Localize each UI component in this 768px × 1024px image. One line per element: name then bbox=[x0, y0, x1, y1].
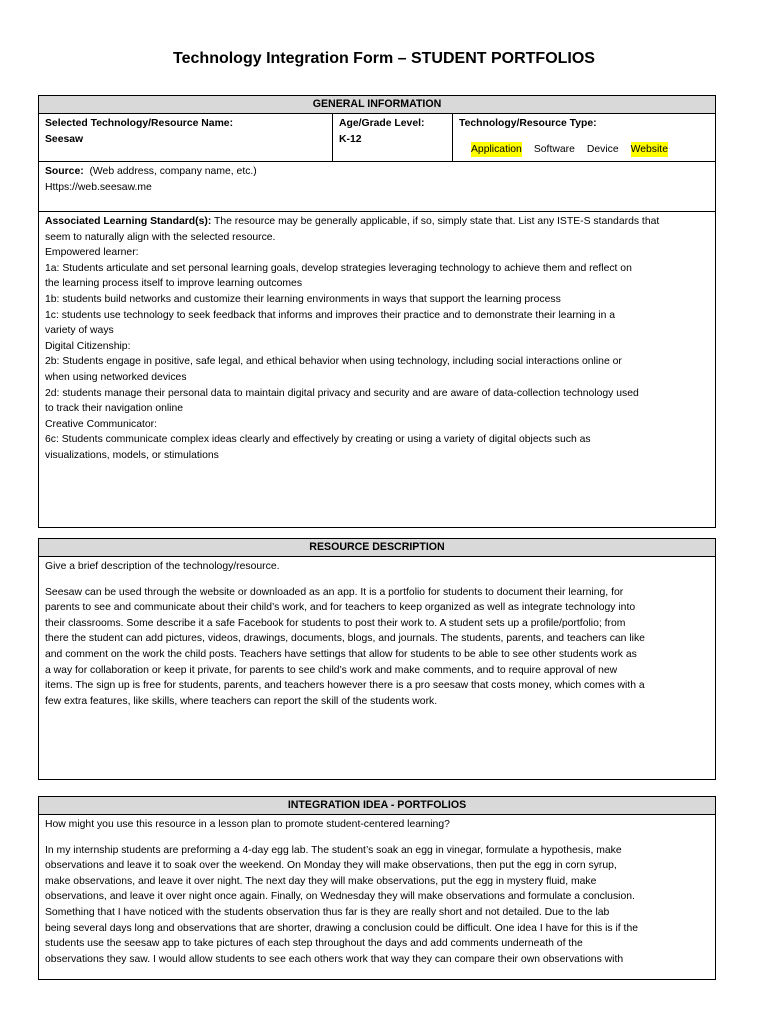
resource-prompt: Give a brief description of the technology/resource. bbox=[45, 561, 280, 572]
integration-line: In my internship students are preforming a 4-day egg lab. The student’s soak an egg in vinegar, formulate a hypothesis, make bbox=[45, 844, 622, 856]
standards-line: 1a: Students articulate and set personal learning goals, develop strategies leveraging technology to achieve them and reflect on bbox=[45, 262, 632, 274]
resource-line: their classrooms. Some describe it a safe Facebook for students to post their work to. A student sets up a profile/portfolio; from bbox=[45, 617, 626, 629]
resource-line: there the student can add pictures, videos, drawings, documents, blogs, and journals. The students, parents, and teachers can like bbox=[45, 633, 645, 645]
integration-line: observations and leave it to soak over the weekend. On Monday they will make observations, then put the egg in corn syrup, bbox=[45, 860, 617, 872]
standards-line: when using networked devices bbox=[45, 371, 187, 383]
standards-line: 2b: Students engage in positive, safe legal, and ethical behavior when using technology, including social interactions online or bbox=[45, 356, 622, 368]
resource-description-section bbox=[38, 538, 716, 780]
standards-label: Associated Learning Standard(s): bbox=[45, 216, 212, 227]
general-info-top-row bbox=[39, 114, 715, 162]
standards-line: Creative Communicator: bbox=[45, 418, 158, 430]
resource-line: items. The sign up is free for students, parents, and teachers however there is a pro seesaw that costs money, which comes with a bbox=[45, 680, 645, 692]
resource-name-value: Seesaw bbox=[45, 133, 84, 145]
integration-prompt: How might you use this resource in a lesson plan to promote student-centered learning? bbox=[45, 819, 450, 830]
source-hint: (Web address, company name, etc.) bbox=[89, 166, 257, 177]
type-option-website: Website bbox=[631, 142, 668, 158]
standards-line: Digital Citizenship: bbox=[45, 340, 131, 352]
standards-line: variety of ways bbox=[45, 325, 114, 337]
integration-idea-header: INTEGRATION IDEA - PORTFOLIOS bbox=[39, 797, 715, 815]
source-row bbox=[39, 162, 715, 212]
source-line bbox=[45, 164, 709, 180]
integration-line: being several days long and observations that are shorter, drawing a conclusion could be difficult. One idea I have for this is if the bbox=[45, 922, 639, 934]
integration-line: observations, and leave it over night once again. Finally, on Wednesday they will make observations and formulate a conclusion. bbox=[45, 891, 635, 903]
standards-intro-2: seem to naturally align with the selected resource. bbox=[45, 231, 276, 243]
standards-line: 1b: students build networks and customize their learning environments in ways that support the learning process bbox=[45, 293, 561, 305]
general-information-section bbox=[38, 95, 716, 528]
integration-line: observations they saw. I would allow students to see each others work that way they can compare their own observations with bbox=[45, 953, 624, 965]
standards-intro-line bbox=[45, 214, 709, 230]
resource-type-cell bbox=[453, 114, 715, 161]
resource-line: and comment on the work the child posts. Teachers have settings that allow for students to be able to see other students work as bbox=[45, 648, 637, 660]
integration-idea-section bbox=[38, 796, 716, 980]
type-option-application: Application bbox=[471, 142, 522, 158]
standards-line: 6c: Students communicate complex ideas clearly and effectively by creating or using a variety of digital objects such as bbox=[45, 434, 591, 446]
standards-block bbox=[39, 212, 715, 466]
type-option-software: Software bbox=[533, 143, 575, 155]
integration-line: Something that I have noticed with the students observation thus far is they are really short and not detailed. Due to the lab bbox=[45, 906, 610, 918]
source-value: Https://web.seesaw.me bbox=[45, 181, 152, 193]
resource-type-label: Technology/Resource Type: bbox=[459, 118, 597, 129]
resource-name-cell bbox=[39, 114, 333, 161]
resource-description-header: RESOURCE DESCRIPTION bbox=[39, 539, 715, 557]
integration-line: students use the seesaw app to take pictures of each step throughout the days and add comments underneath of the bbox=[45, 938, 583, 950]
resource-line: parents to see and communicate about their child’s work, and for teachers to keep organized as well as integrate technology into bbox=[45, 602, 636, 614]
source-label: Source: bbox=[45, 166, 84, 177]
resource-line: a way for collaboration or keep it private, for parents to see child’s work and make comments, and to require approval of new bbox=[45, 664, 618, 676]
integration-line: make observations, and leave it over night. The next day they will make observations, put the egg in mystery fluid, make bbox=[45, 875, 597, 887]
resource-description-body bbox=[39, 557, 715, 711]
standards-intro-1: The resource may be generally applicable, if so, simply state that. List any ISTE-S standards that bbox=[211, 216, 660, 227]
standards-line: visualizations, models, or stimulations bbox=[45, 449, 219, 461]
standards-line: the learning process itself to improve learning outcomes bbox=[45, 278, 303, 290]
type-option-device: Device bbox=[586, 143, 619, 155]
grade-level-value: K-12 bbox=[339, 133, 362, 145]
integration-idea-body bbox=[39, 815, 715, 969]
standards-line: 1c: students use technology to seek feedback that informs and improves their practice and to demonstrate their learning in a bbox=[45, 309, 616, 321]
resource-line: few extra features, like skills, where teachers can report the skill of the students work. bbox=[45, 695, 438, 707]
standards-line: to track their navigation online bbox=[45, 403, 184, 415]
resource-type-options bbox=[459, 142, 709, 158]
resource-line: Seesaw can be used through the website or downloaded as an app. It is a portfolio for students to document their learning, for bbox=[45, 586, 624, 598]
resource-name-label: Selected Technology/Resource Name: bbox=[45, 118, 234, 129]
standards-line: Empowered learner: bbox=[45, 247, 139, 259]
grade-level-cell bbox=[333, 114, 453, 161]
grade-level-label: Age/Grade Level: bbox=[339, 118, 425, 129]
general-information-header: GENERAL INFORMATION bbox=[39, 96, 715, 114]
form-title: Technology Integration Form – STUDENT PORTFOLIOS bbox=[173, 50, 595, 67]
standards-line: 2d: students manage their personal data to maintain digital privacy and security and are aware of data-collection technology used bbox=[45, 387, 639, 399]
